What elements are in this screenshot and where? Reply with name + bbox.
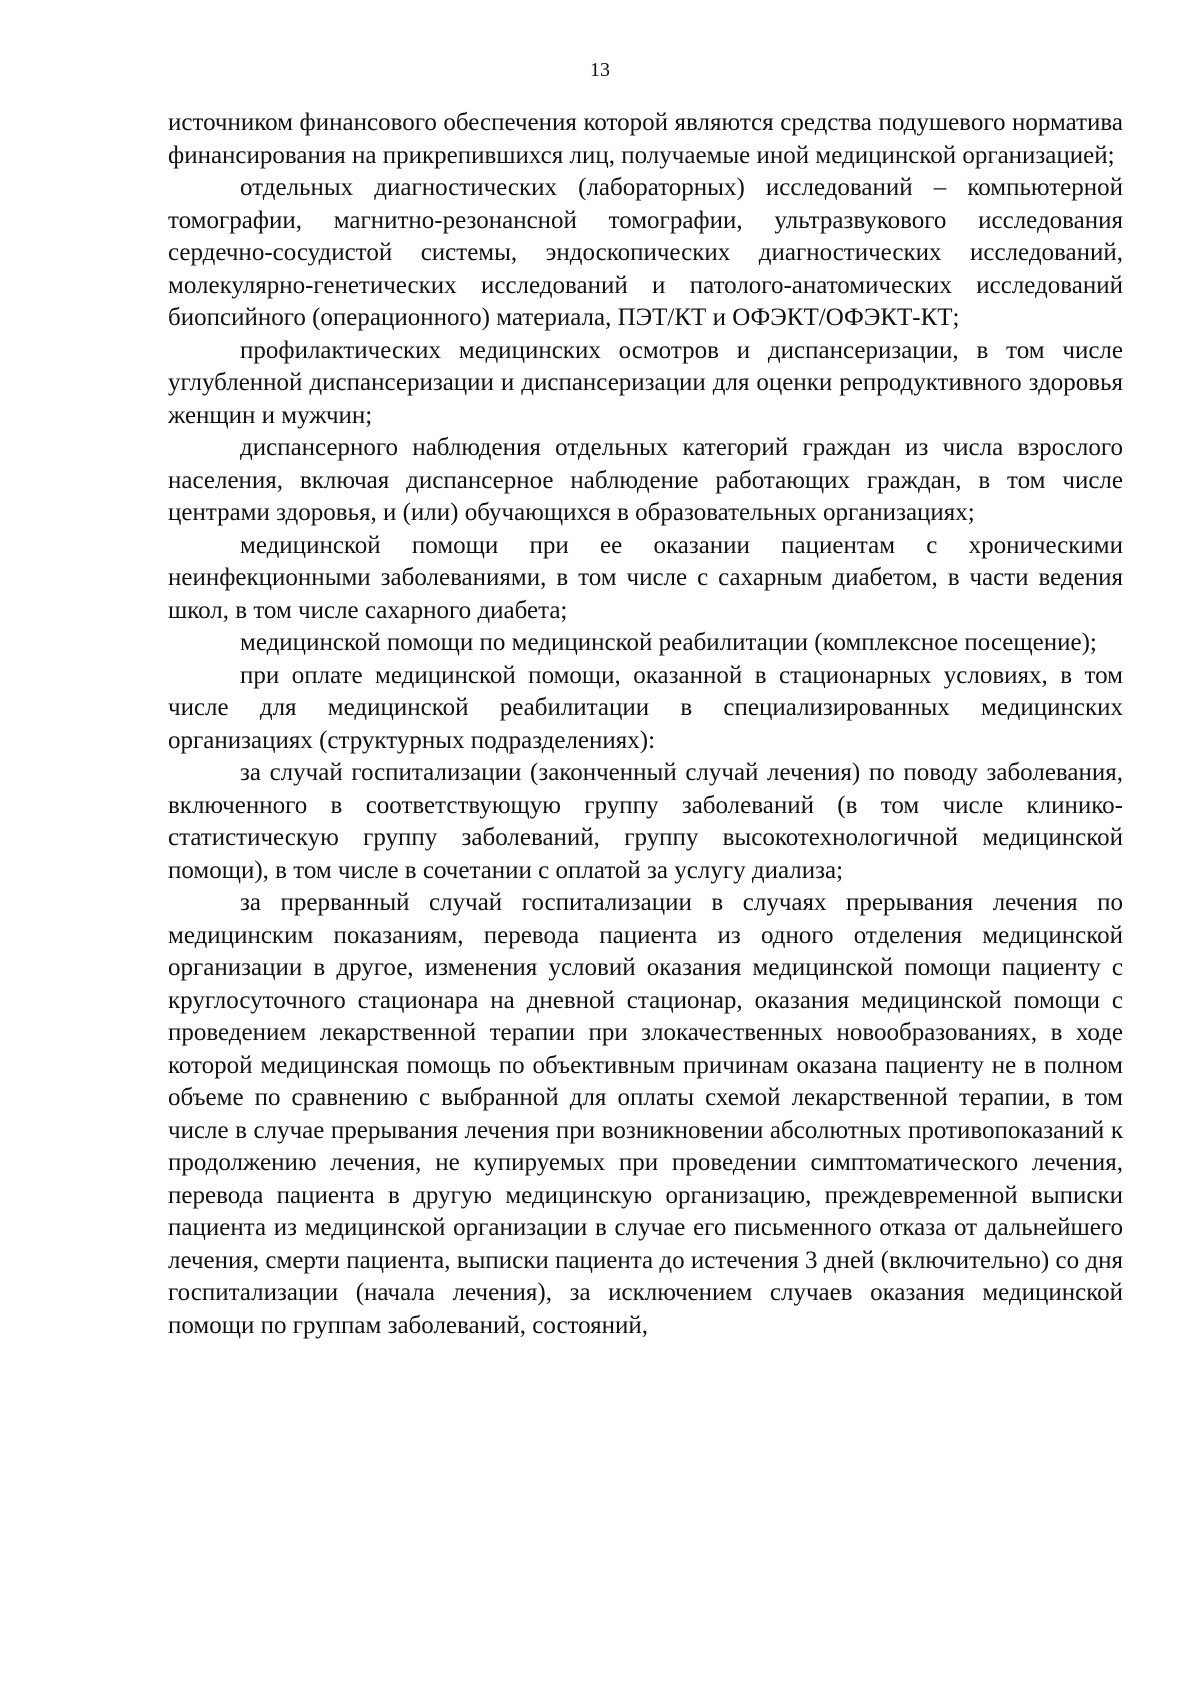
paragraph-interrupted-case: за прерванный случай госпитализации в случаях прерывания лечения по медицинским показаниям, перевода пациента из одного отделения медицинской организации в другое, изменения условий оказания медицинской помощи пациенту с круглосуточного стационара на дневной стационар, оказания медицинской помощи с проведением лекарственной терапии при злокачественных новообразованиях, в ходе которой медицинская помощь по объективным причинам оказана пациенту не в полном объеме по сравнению с выбранной для оплаты схемой лекарственной терапии, в том числе в случае прерывания лечения при возникновении абсолютных противопоказаний к продолжению лечения, не купируемых при проведении симптоматического лечения, перевода пациента в другую медицинскую организацию, преждевременной выписки пациента из медицинской организации в случае его письменного отказа от дальнейшего лечения, смерти пациента, выписки пациента до истечения 3 дней (включительно) со дня госпитализации (начала лечения), за исключением случаев оказания медицинской помощи по группам заболеваний, состояний, <box>168 889 1123 1339</box>
page-number: 13 <box>590 59 610 81</box>
paragraph-hospitalization-case: за случай госпитализации (законченный случай лечения) по поводу заболевания, включенного в соответствующую группу заболеваний (в том числе клинико-статистическую группу заболеваний, группу высокотехнологичной медицинской помощи), в том числе в сочетании с оплатой за услугу диализа; <box>168 759 1123 884</box>
paragraph-dispensary-observation: диспансерного наблюдения отдельных категорий граждан из числа взрослого населения, включая диспансерное наблюдение работающих граждан, в том числе центрами здоровья, и (или) обучающихся в образовательных организациях; <box>168 434 1123 526</box>
paragraph-preventive-exams: профилактических медицинских осмотров и диспансеризации, в том числе углубленной диспансеризации и диспансеризации для оценки репродуктивного здоровья женщин и мужчин; <box>168 336 1123 429</box>
paragraph-chronic-diseases: медицинской помощи при ее оказании пациентам с хроническими неинфекционными заболеваниями, в том числе с сахарным диабетом, в части ведения школ, в том числе сахарного диабета; <box>168 531 1123 624</box>
paragraph-inpatient-payment: при оплате медицинской помощи, оказанной в стационарных условиях, в том числе для медицинской реабилитации в специализированных медицинских организациях (структурных подразделениях): <box>168 661 1123 754</box>
document-body <box>168 107 1123 1342</box>
paragraph-rehabilitation: медицинской помощи по медицинской реабилитации (комплексное посещение); <box>240 629 1097 656</box>
paragraph-continuation: источником финансового обеспечения которой являются средства подушевого норматива финансирования на прикрепившихся лиц, получаемые иной медицинской организацией; <box>168 109 1123 169</box>
paragraph-diagnostic-studies: отдельных диагностических (лабораторных) исследований – компьютерной томографии, магнитно-резонансной томографии, ультразвукового исследования сердечно-сосудистой системы, эндоскопических диагностических исследований, молекулярно-генетических исследований и патолого-анатомических исследований биопсийного (операционного) материала, ПЭТ/КТ и ОФЭКТ/ОФЭКТ-КТ; <box>168 174 1123 331</box>
